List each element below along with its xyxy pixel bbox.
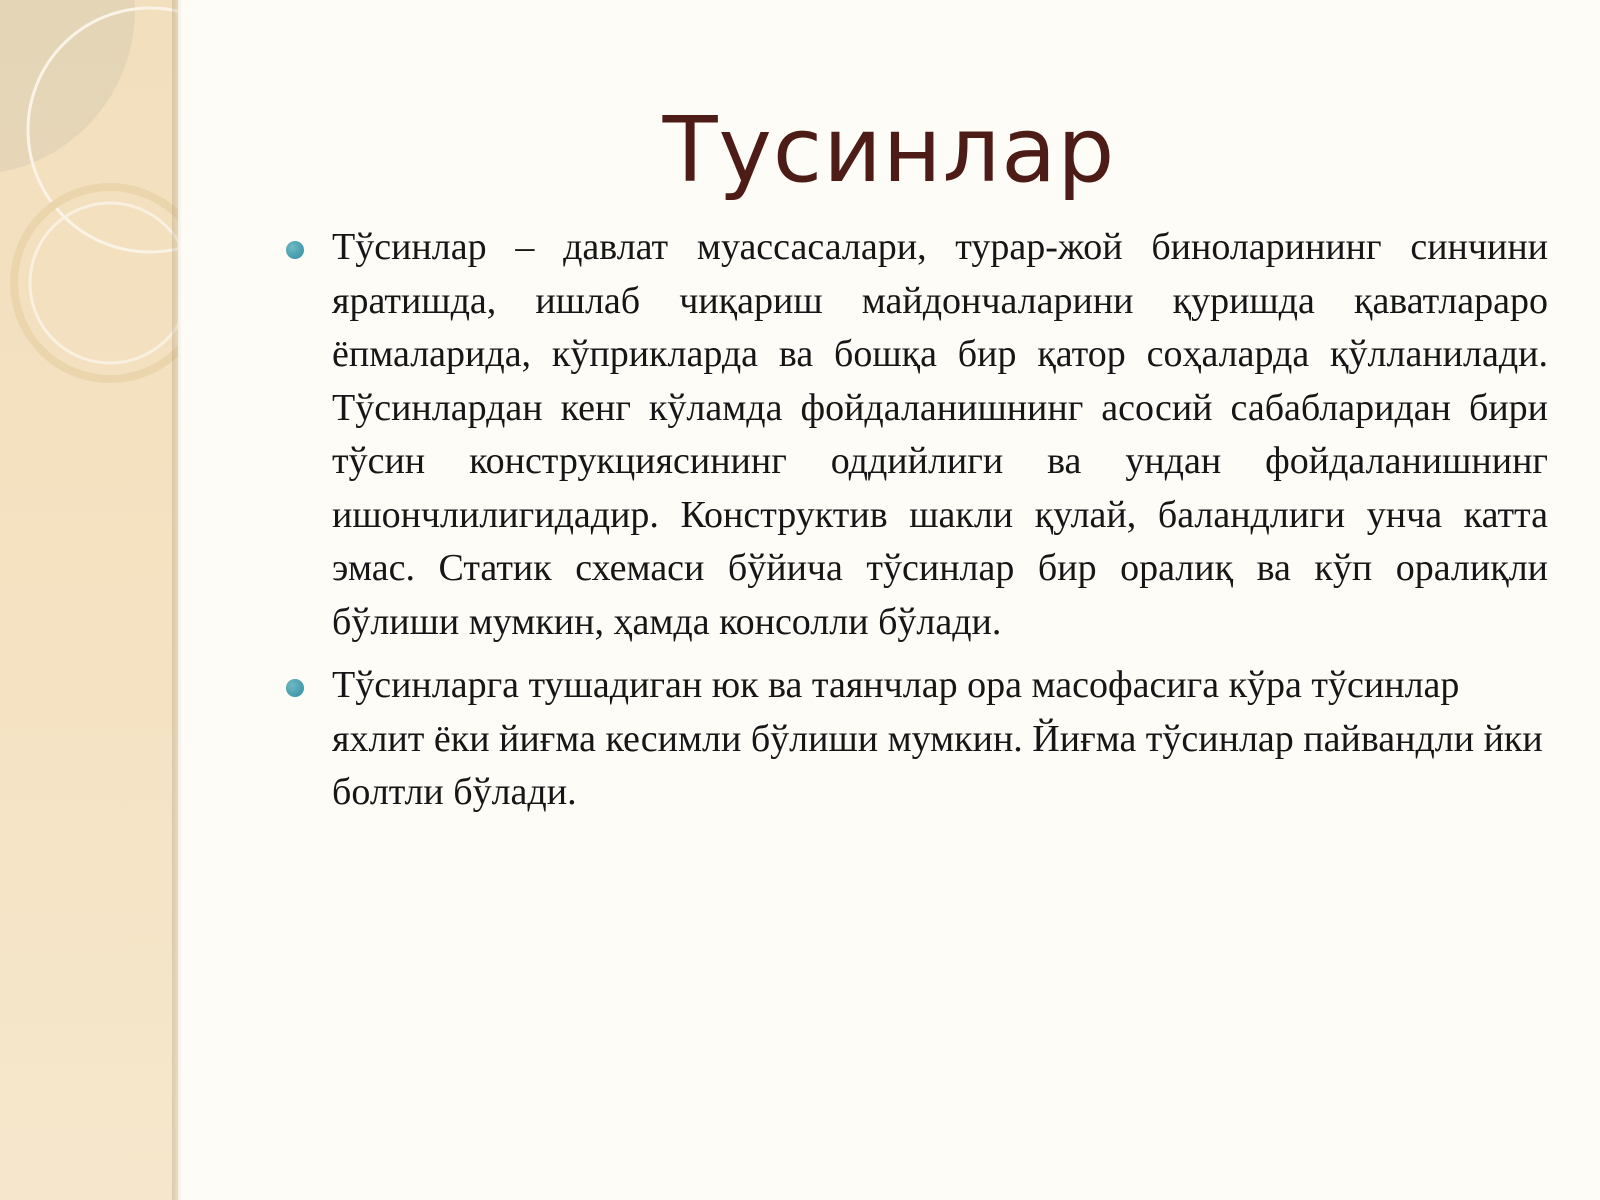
bullet-item-1	[278, 221, 1548, 649]
bullet-text-2: Тўсинларга тушадиган юк ва таянчлар ора масофасига кўра тўсинлар яхлит ёки йиғма кесимли бўлиши мумкин. Йиғма тўсинлар пайвандли йки болтли бўлади.	[332, 664, 1543, 813]
bullet-text-1: Тўсинлар – давлат муассасалари, турар-жой биноларининг синчини яратишда, ишлаб чиқариш майдончаларини қуришда қаватлараро ёпмаларида, кўприкларда ва бошқа бир қатор соҳаларда қўлланилади. Тўсинлардан кенг кўламда фойдаланишнинг асосий сабабларидан бири тўсин конструкциясининг оддийлиги ва ундан фойдаланишнинг ишончлилигидадир. Конструктив шакли қулай, баландлиги унча катта эмас. Статик схемаси бўйича тўсинлар бир оралиқ ва кўп оралиқли бўлиши мумкин, ҳамда консолли бўлади.	[332, 226, 1548, 643]
decorative-side-panel	[0, 0, 178, 1200]
bullet-item-2	[278, 659, 1548, 820]
bullet-list	[278, 221, 1548, 830]
slide-title: Тусинлар	[662, 98, 1116, 203]
bullet-dot-icon	[286, 679, 304, 697]
bullet-dot-icon	[286, 241, 304, 259]
decorative-rings-graphic	[0, 0, 178, 1200]
